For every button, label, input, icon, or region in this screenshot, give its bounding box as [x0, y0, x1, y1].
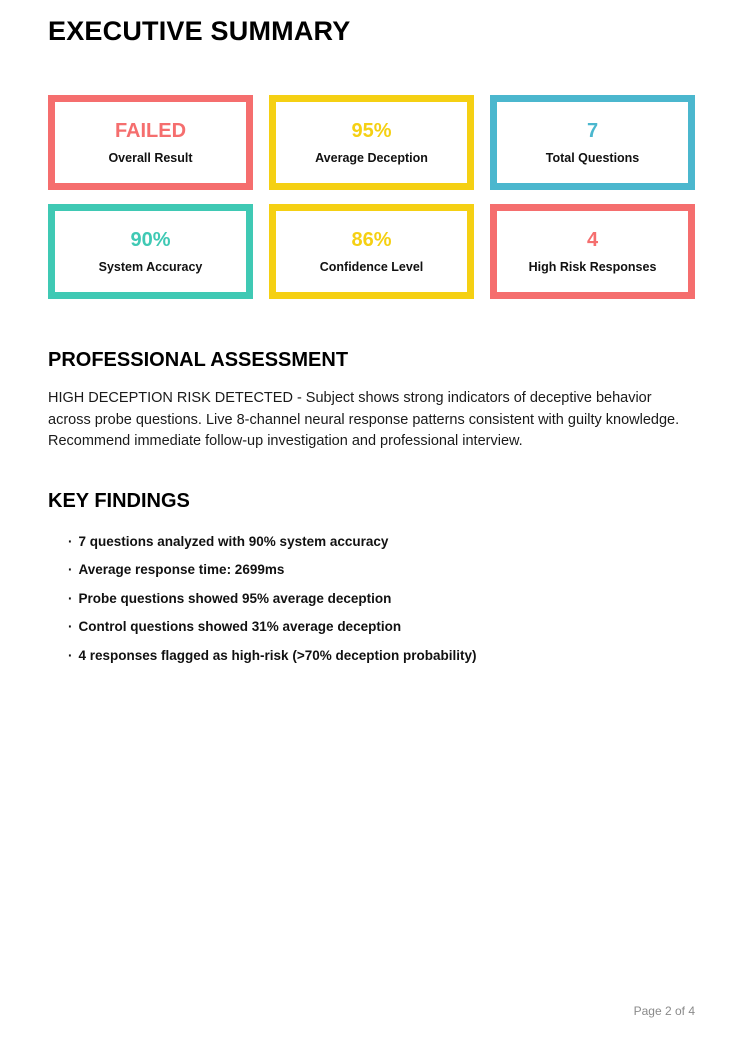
bullet-icon: · [68, 619, 73, 634]
stat-value: 7 [586, 120, 599, 142]
bullet-icon: · [68, 562, 73, 577]
section-professional-assessment [48, 349, 695, 453]
stat-label: System Accuracy [98, 260, 203, 274]
stat-label: High Risk Responses [528, 260, 657, 274]
stat-label: Confidence Level [319, 260, 424, 274]
bullet-icon: · [68, 533, 73, 549]
stat-value: 90% [130, 229, 171, 251]
stat-label: Average Deception [315, 151, 428, 165]
findings-heading: KEY FINDINGS [48, 489, 190, 512]
finding-text: 7 questions analyzed with 90% system accuracy [78, 533, 389, 549]
assessment-body-text: HIGH DECEPTION RISK DETECTED - Subject shows strong indicators of deceptive behavior across probe questions. Live 8-channel neural response patterns consistent with guilty knowledge. Recommend immediate follow-up investigation and professional interview. [48, 390, 680, 449]
page-title: EXECUTIVE SUMMARY [48, 16, 351, 46]
page-number: Page 2 of 4 [633, 1004, 695, 1018]
stat-value: 95% [351, 120, 392, 142]
stat-value: FAILED [114, 120, 187, 142]
findings-list [48, 534, 695, 664]
stat-value: 4 [586, 229, 599, 251]
finding-item [68, 648, 695, 664]
finding-text: Control questions showed 31% average deception [78, 619, 402, 634]
stat-card-total-questions [490, 95, 695, 190]
stat-value: 86% [351, 229, 392, 251]
stat-card-system-accuracy [48, 204, 253, 299]
section-key-findings [48, 490, 695, 664]
bullet-icon: · [68, 590, 73, 606]
stat-card-confidence-level [269, 204, 474, 299]
stat-label: Overall Result [108, 151, 193, 165]
finding-text: Average response time: 2699ms [78, 562, 285, 577]
stat-card-average-deception [269, 95, 474, 190]
finding-text: 4 responses flagged as high-risk (>70% deception probability) [78, 647, 477, 663]
finding-text: Probe questions showed 95% average deception [78, 590, 392, 606]
stat-label: Total Questions [545, 151, 640, 165]
summary-stat-grid [48, 95, 695, 299]
finding-item [68, 534, 695, 550]
finding-item [68, 591, 695, 607]
stat-card-overall-result [48, 95, 253, 190]
bullet-icon: · [68, 647, 73, 663]
assessment-heading: PROFESSIONAL ASSESSMENT [48, 349, 349, 371]
finding-item [68, 619, 695, 635]
finding-item [68, 562, 695, 578]
stat-card-high-risk-responses [490, 204, 695, 299]
